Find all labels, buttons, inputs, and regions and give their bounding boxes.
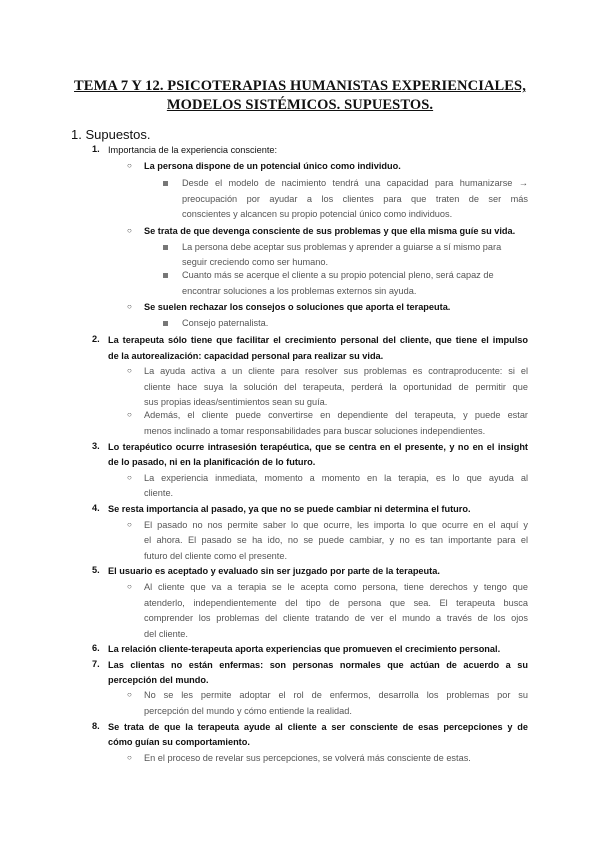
circle-bullet: ○ [127,690,132,699]
circle-bullet: ○ [127,302,132,311]
item-7-sub-1-line-2: percepción del mundo y cómo entiende la realidad. [144,706,352,716]
item-number-4: 4. [92,503,100,513]
document-title-line-1: TEMA 7 Y 12. PSICOTERAPIAS HUMANISTAS EXPERIENCIALES, [74,78,526,94]
item-2-sub-1-line-3: sus propias ideas/sentimientos sean su guía. [144,397,328,407]
circle-bullet: ○ [127,410,132,419]
item-4-sub-1-line-3: futuro del cliente como el presente. [144,551,287,561]
item-3-line-2: de lo pasado, ni en la planificación de lo futuro. [108,457,316,467]
item-2-sub-2-line-2: menos inclinado a tomar responsabilidades para buscar soluciones independientes. [144,426,486,436]
item-5-sub-1-line-1: Al cliente que va a terapia se le acepta como persona, tiene derechos y tengo que [144,582,528,592]
item-4-sub-1-line-2: el ahora. El pasado se ha ido, no se puede cambiar, y no es tan importante para el [144,535,528,545]
item-number-6: 6. [92,643,100,653]
item-6-text: La relación cliente-terapeuta aporta experiencias que promueven el crecimiento personal. [108,644,501,654]
item-1-sub-3-detail: Consejo paternalista. [182,318,269,328]
item-5-sub-1-line-4: del cliente. [144,629,188,639]
item-1-sub-1: La persona dispone de un potencial único como individuo. [144,161,401,171]
item-1-sub-3: Se suelen rechazar los consejos o soluciones que aporta el terapeuta. [144,302,451,312]
square-bullet-icon [163,245,168,250]
item-2-line-2: de la autorealización: capacidad personal para realizar su vida. [108,351,384,361]
item-4-text: Se resta importancia al pasado, ya que no se puede cambiar ni determina el futuro. [108,504,471,514]
item-2-line-1: La terapeuta sólo tiene que facilitar el crecimiento personal del cliente, que tiene el impulso [108,335,528,345]
item-1-sub-1-detail-line-3: conscientes y alcancen su propio potencial único como individuos. [182,209,453,219]
item-7-line-1: Las clientas no están enfermas: son personas normales que actúan de acuerdo a su [108,660,528,670]
item-5-sub-1-line-2: atenderlo, independientemente del tipo de persona que sea. El terapeuta busca [144,598,528,608]
square-bullet-icon [163,181,168,186]
item-3-sub-1-line-1: La experiencia inmediata, momento a momento en la terapia, es lo que ayuda al [144,473,528,483]
item-1-sub-2-detail-1-line-2: seguir creciendo como ser humano. [182,257,329,267]
circle-bullet: ○ [127,473,132,482]
item-8-sub-1: En el proceso de revelar sus percepciones, se volverá más consciente de estas. [144,753,471,763]
item-1-sub-2-detail-2-line-2: encontrar soluciones a los problemas externos sin ayuda. [182,286,417,296]
item-2-sub-2-line-1: Además, el cliente puede convertirse en dependiente del terapeuta, y puede estar [144,410,528,420]
section-heading: 1. Supuestos. [71,127,151,142]
document-title-line-2: MODELOS SISTÉMICOS. SUPUESTOS. [166,97,434,113]
square-bullet-icon [163,273,168,278]
item-7-sub-1-line-1: No se les permite adoptar el rol de enfermos, desarrolla los problemas por su [144,690,528,700]
item-1-text: Importancia de la experiencia consciente: [108,145,278,155]
item-2-sub-1-line-1: La ayuda activa a un cliente para resolver sus problemas es contraproducente: si el [144,366,528,376]
item-number-2: 2. [92,334,100,344]
item-3-sub-1-line-2: cliente. [144,488,174,498]
square-bullet-icon [163,321,168,326]
circle-bullet: ○ [127,161,132,170]
item-3-line-1: Lo terapéutico ocurre intrasesión terapéutica, que se centra en el presente, y no en el insight [108,442,528,452]
circle-bullet: ○ [127,520,132,529]
item-number-3: 3. [92,441,100,451]
item-2-sub-1-line-2: cliente hace suya la solución del terapeuta, perderá la oportunidad de permitir que [144,382,528,392]
circle-bullet: ○ [127,226,132,235]
item-number-1: 1. [92,144,100,154]
circle-bullet: ○ [127,366,132,375]
item-1-sub-2: Se trata de que devenga consciente de sus problemas y que ella misma guíe su vida. [144,226,516,236]
item-1-sub-1-detail-line-2: preocupación por ayudar a los clientes para que traten de ser más [182,194,528,204]
item-number-8: 8. [92,721,100,731]
item-5-sub-1-line-3: comprender los problemas del cliente tratando de ver el mundo a través de los ojos [144,613,528,623]
item-8-line-1: Se trata de que la terapeuta ayude al cliente a ser consciente de esas percepciones y de [108,722,528,732]
item-number-5: 5. [92,565,100,575]
circle-bullet: ○ [127,753,132,762]
item-number-7: 7. [92,659,100,669]
item-4-sub-1-line-1: El pasado no nos permite saber lo que ocurre, les importa lo que ocurre en el aquí y [144,520,528,530]
item-8-line-2: cómo guían su comportamiento. [108,737,250,747]
circle-bullet: ○ [127,582,132,591]
item-1-sub-2-detail-1-line-1: La persona debe aceptar sus problemas y aprender a guiarse a sí mismo para [182,242,502,252]
item-1-sub-1-detail-line-1: Desde el modelo de nacimiento tendrá una capacidad para humanizarse → [182,178,528,188]
item-5-text: El usuario es aceptado y evaluado sin ser juzgado por parte de la terapeuta. [108,566,440,576]
item-1-sub-2-detail-2-line-1: Cuanto más se acerque el cliente a su propio potencial pleno, será capaz de [182,270,494,280]
item-7-line-2: percepción del mundo. [108,675,209,685]
